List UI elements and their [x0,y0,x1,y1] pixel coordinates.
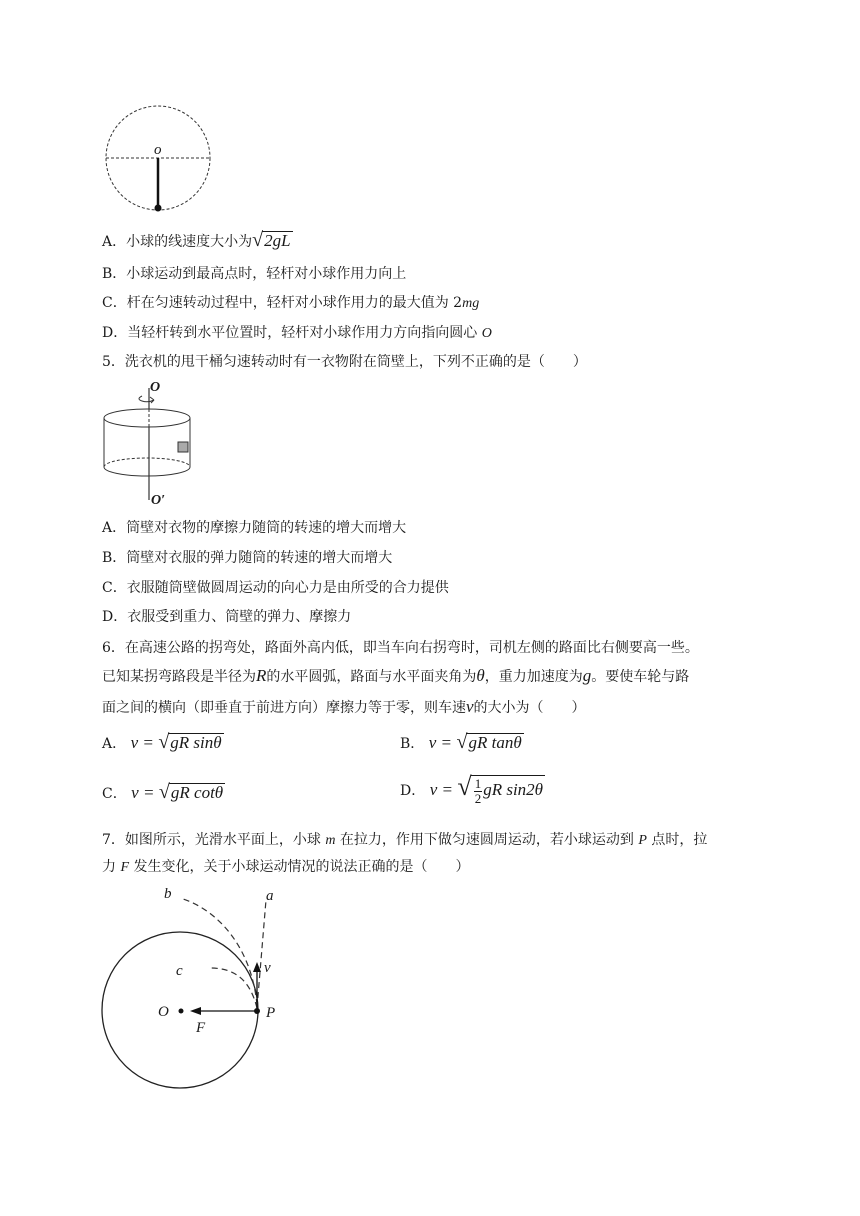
symbol-F: F [120,860,130,875]
symbol-P: P [638,833,647,848]
symbol-R: R [256,666,267,685]
cylinder-top [104,409,190,427]
q4-option-a-math: √2gL [252,229,291,251]
q5-option-c[interactable]: C．衣服随筒壁做圆周运动的向心力是由所受的合力提供 [102,580,449,596]
axis-top-label: O [150,380,161,395]
q7-stem-line2: 力 F 发生变化，关于小球运动情况的说法正确的是（ ） [102,859,470,875]
q4-option-c[interactable] [102,293,479,314]
q5-stem: 5．洗衣机的甩干桶匀速转动时有一衣物附在筒壁上，下列不正确的是（ ） [102,354,587,370]
clothing-block [178,442,188,452]
symbol-g: g [582,666,592,685]
q4-option-a-text: A．小球的线速度大小为 [102,234,253,250]
label-F: F [196,1020,206,1036]
center-label-o: o [154,142,162,158]
label-b: b [164,886,172,902]
q4-option-c-math: mg [462,296,480,311]
q6-option-a[interactable]: A． v = √gR sinθ [102,731,222,753]
q5-option-a[interactable]: A．筒壁对衣物的摩擦力随筒的转速的增大而增大 [102,520,407,536]
q6-option-d[interactable]: D． v = √ $\frac{1}{2}$ gR sin2θ [400,772,544,806]
q4-option-d-math: O [481,326,492,341]
cylinder-bottom-back [104,458,190,467]
q4-option-d-text: D．当轻杆转到水平位置时，轻杆对小球作用力方向指向圆心 [102,325,482,341]
q5-option-b[interactable]: B．筒壁对衣服的弹力随筒的转速的增大而增大 [102,550,393,566]
path-a [257,900,266,1008]
q4-option-d[interactable] [102,323,492,344]
q6-option-c[interactable]: C． v = √gR cotθ [102,781,224,803]
symbol-v: v [466,697,474,716]
symbol-theta: θ [476,666,485,685]
label-O: O [158,1004,169,1020]
fraction-one-half: $\frac{1}{2}$ [474,775,482,806]
spin-dryer-figure [100,378,200,508]
q7-stem-line1: 7．如图所示，光滑水平面上，小球 m 在拉力，作用下做匀速圆周运动，若小球运动到 P 点时，拉 [102,832,708,848]
circular-motion-figure [100,880,300,1070]
q6-option-b[interactable]: B． v = √gR tanθ [400,731,522,753]
path-c [210,968,257,1008]
q5-option-d[interactable]: D．衣服受到重力、筒壁的弹力、摩擦力 [102,609,352,625]
q6-stem-line3: 面之间的横向（即垂直于前进方向）摩擦力等于零，则车速v的大小为（ ） [102,697,586,716]
q4-option-a[interactable] [102,230,293,252]
label-P: P [266,1005,276,1021]
cylinder-bottom-front [104,467,190,476]
q6-stem-line2: 已知某拐弯路段是半径为R的水平圆弧，路面与水平面夹角为θ，重力加速度为g。要使车轮与路 [102,666,690,685]
path-b [180,898,257,1005]
axis-bottom-label: O′ [151,493,166,508]
label-a: a [266,888,274,904]
center-point [179,1009,184,1014]
ball [155,205,162,212]
point-P [254,1008,260,1014]
label-c: c [176,963,183,979]
symbol-m: m [325,833,336,848]
rod-circle-figure [100,100,216,216]
label-v: v [264,960,271,976]
q4-option-b[interactable]: B．小球运动到最高点时，轻杆对小球作用力向上 [102,266,407,282]
q6-stem-line1: 6．在高速公路的拐弯处，路面外高内低，即当车向右拐弯时，司机左侧的路面比右侧要高一些。 [102,640,699,656]
q4-option-c-text: C．杆在匀速转动过程中，轻杆对小球作用力的最大值为 2 [102,295,463,311]
